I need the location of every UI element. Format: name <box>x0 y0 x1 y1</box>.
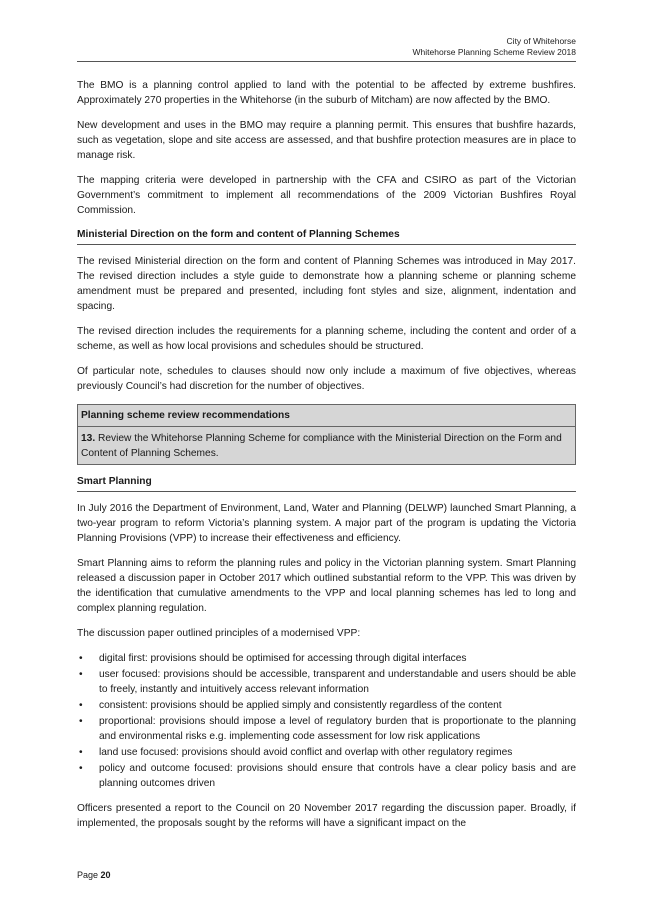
bullet-icon: • <box>79 763 83 774</box>
body-paragraph: The discussion paper outlined principles of a modernised VPP: <box>77 628 361 639</box>
closing-paragraph: Officers presented a report to the Council on 20 November 2017 regarding the discussion paper. Broadly, if implemented, the proposals sought by the reforms will have a significant impact on the <box>77 803 576 829</box>
bullet-icon: • <box>79 700 83 711</box>
header-divider <box>77 61 576 62</box>
principles-list <box>77 651 576 791</box>
list-item-text: digital first: provisions should be optimised for accessing through digital interfaces <box>99 653 467 664</box>
bullet-icon: • <box>79 747 83 758</box>
section-heading-smart-planning: Smart Planning <box>77 475 576 492</box>
list-item <box>77 761 576 791</box>
document-body <box>77 78 576 841</box>
header-organisation: City of Whitehorse <box>506 36 576 46</box>
body-paragraph: The revised Ministerial direction on the form and content of Planning Schemes was introduced in May 2017. The revised direction includes a style guide to demonstrate how a planning scheme or planning scheme amendment must be prepared and presented, including font styles and size, alignment, indentation and spacing. <box>77 256 576 312</box>
body-paragraph: In July 2016 the Department of Environment, Land, Water and Planning (DELWP) launched Smart Planning, a two-year program to reform Victoria’s planning system. A major part of the program is updating the Victoria Planning Provisions (VPP) to increase their effectiveness and efficiency. <box>77 503 576 544</box>
recommendations-title: Planning scheme review recommendations <box>78 405 575 427</box>
list-item <box>77 651 576 666</box>
header-document-title: Whitehorse Planning Scheme Review 2018 <box>412 47 576 57</box>
list-item <box>77 745 576 760</box>
section-heading-ministerial-direction: Ministerial Direction on the form and content of Planning Schemes <box>77 228 576 245</box>
list-item-text: proportional: provisions should impose a level of regulatory burden that is proportionate to the planning and environmental risks e.g. implementing code assessment for low risk applications <box>99 716 576 742</box>
list-item <box>77 698 576 713</box>
body-paragraph: Smart Planning aims to reform the planning rules and policy in the Victorian planning system. Smart Planning released a discussion paper in October 2017 which outlined substantial reform to the VPP. This was driven by the identification that cumulative amendments to the VPP and local planning schemes has led to long and complex planning regulation. <box>77 558 576 614</box>
page-number: 20 <box>100 870 111 880</box>
body-paragraph: The revised direction includes the requirements for a planning scheme, including the content and order of a scheme, as well as how local provisions and schedules should be structured. <box>77 326 576 352</box>
list-item-text: user focused: provisions should be accessible, transparent and understandable and users should be able to freely, instantly and intuitively access relevant information <box>99 669 576 695</box>
page-label: Page <box>77 870 99 880</box>
intro-paragraph: New development and uses in the BMO may require a planning permit. This ensures that bushfire hazards, such as vegetation, slope and site access are assessed, and that bushfire protection measures are in place to manage risk. <box>77 120 576 161</box>
intro-paragraph: The BMO is a planning control applied to land with the potential to be affected by extreme bushfires. Approximately 270 properties in the Whitehorse (in the suburb of Mitcham) are now affected by the BMO. <box>77 80 576 106</box>
list-item-text: land use focused: provisions should avoid conflict and overlap with other regulatory regimes <box>99 747 513 758</box>
list-item-text: consistent: provisions should be applied simply and consistently regardless of the content <box>99 700 502 711</box>
list-item-text: policy and outcome focused: provisions should ensure that controls have a clear policy basis and are planning outcomes driven <box>99 763 576 789</box>
recommendation-number: 13. <box>81 433 96 444</box>
list-item <box>77 667 576 697</box>
page-footer <box>77 870 111 880</box>
bullet-icon: • <box>79 669 83 680</box>
bullet-icon: • <box>79 716 83 727</box>
bullet-icon: • <box>79 653 83 664</box>
recommendation-item <box>78 427 575 464</box>
intro-paragraph: The mapping criteria were developed in partnership with the CFA and CSIRO as part of the Victorian Government’s commitment to implement all recommendations of the 2009 Victorian Bushfires Royal Commission. <box>77 175 576 216</box>
page-header <box>413 36 576 58</box>
list-item <box>77 714 576 744</box>
recommendations-box <box>77 404 576 465</box>
body-paragraph: Of particular note, schedules to clauses should now only include a maximum of five objectives, whereas previously Council’s had discretion for the number of objectives. <box>77 366 576 392</box>
recommendation-text: Review the Whitehorse Planning Scheme for compliance with the Ministerial Direction on the Form and Content of Planning Schemes. <box>81 433 562 459</box>
